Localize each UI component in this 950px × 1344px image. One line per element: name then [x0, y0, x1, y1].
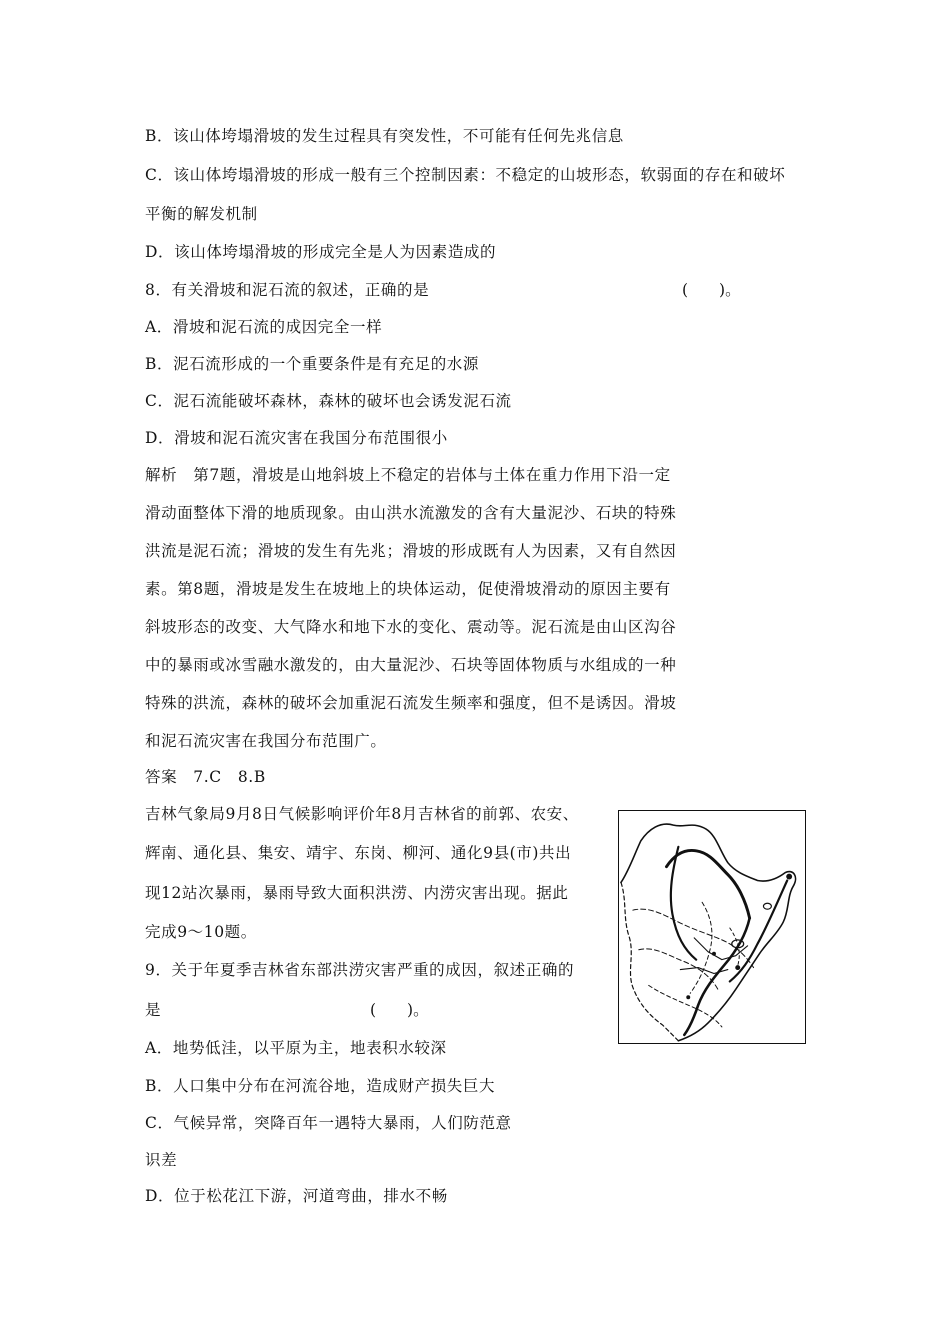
q8-option-b: B．泥石流形成的一个重要条件是有充足的水源: [145, 355, 479, 373]
analysis-line: 素。第8题，滑坡是发生在坡地上的块体运动，促使滑坡滑动的原因主要有: [145, 580, 671, 598]
analysis-line: 和泥石流灾害在我国分布范围广。: [145, 732, 387, 750]
county-boundary: [639, 949, 718, 989]
q9-option-a: A．地势低洼，以平原为主，地表积水较深: [145, 1039, 447, 1057]
passage-line: 吉林气象局9月8日气候影响评价年8月吉林省的前郭、农安、: [145, 805, 579, 823]
province-border: [621, 882, 678, 1040]
q9-option-c-line2: 识差: [145, 1151, 178, 1169]
q8-option-c: C．泥石流能破坏森林，森林的破坏也会诱发泥石流: [145, 392, 512, 410]
q8-stem: 8．有关滑坡和泥石流的叙述，正确的是: [145, 281, 430, 299]
q9-option-d: D．位于松花江下游，河道弯曲，排水不畅: [145, 1187, 448, 1205]
analysis-line: 斜坡形态的改变、大气降水和地下水的变化、震动等。泥石流是由山区沟谷: [145, 618, 677, 636]
analysis-line: 解析 第7题，滑坡是山地斜坡上不稳定的岩体与土体在重力作用下沿一定: [145, 466, 671, 484]
analysis-line: 中的暴雨或冰雪融水激发的，由大量泥沙、石块等固体物质与水组成的一种: [145, 656, 677, 674]
lake: [763, 903, 771, 909]
passage-line: 现12站次暴雨，暴雨导致大面积洪涝、内涝灾害出现。据此: [145, 884, 569, 902]
jilin-map-svg: [619, 811, 805, 1043]
analysis-line: 滑动面整体下滑的地质现象。由山洪水流激发的含有大量泥沙、石块的特殊: [145, 504, 677, 522]
jilin-map-figure: [618, 810, 806, 1044]
q7-option-b: B．该山体垮塌滑坡的发生过程具有突发性，不可能有任何先兆信息: [145, 127, 624, 145]
city-marker: [735, 965, 740, 970]
q7-option-c-line2: 平衡的解发机制: [145, 205, 258, 223]
city-marker: [786, 874, 792, 880]
city-marker: [712, 952, 716, 956]
river-tributary: [684, 918, 749, 1035]
q9-stem-line2: 是: [145, 1001, 162, 1019]
q9-answer-blank: ( )。: [370, 1001, 429, 1019]
analysis-line: 特殊的洪流，森林的破坏会加重泥石流发生频率和强度，但不是诱因。滑坡: [145, 694, 677, 712]
q9-stem-line1: 9．关于年夏季吉林省东部洪涝灾害严重的成因，叙述正确的: [145, 961, 575, 979]
passage-line: 完成9～10题。: [145, 923, 257, 941]
answer-key: 答案 7.C 8.B: [145, 768, 266, 786]
analysis-line: 洪流是泥石流；滑坡的发生有先兆；滑坡的形成既有人为因素，又有自然因: [145, 542, 677, 560]
q8-answer-blank: ( )。: [682, 281, 741, 299]
city-marker: [686, 995, 690, 999]
county-boundary: [690, 902, 712, 993]
river-main: [666, 850, 749, 918]
q8-option-d: D．滑坡和泥石流灾害在我国分布范围很小: [145, 429, 448, 447]
river-main: [671, 847, 696, 960]
q7-option-d: D．该山体垮塌滑坡的形成完全是人为因素造成的: [145, 243, 497, 261]
q8-option-a: A．滑坡和泥石流的成因完全一样: [145, 318, 383, 336]
passage-line: 辉南、通化县、集安、靖宇、东岗、柳河、通化9县(市)共出: [145, 844, 572, 862]
q9-option-c-line1: C．气候异常，突降百年一遇特大暴雨，人们防范意: [145, 1114, 512, 1132]
q7-option-c-line1: C．该山体垮塌滑坡的形成一般有三个控制因素：不稳定的山坡形态，软弱面的存在和破坏: [145, 166, 786, 184]
q9-option-b: B．人口集中分布在河流谷地，造成财产损失巨大: [145, 1077, 496, 1095]
